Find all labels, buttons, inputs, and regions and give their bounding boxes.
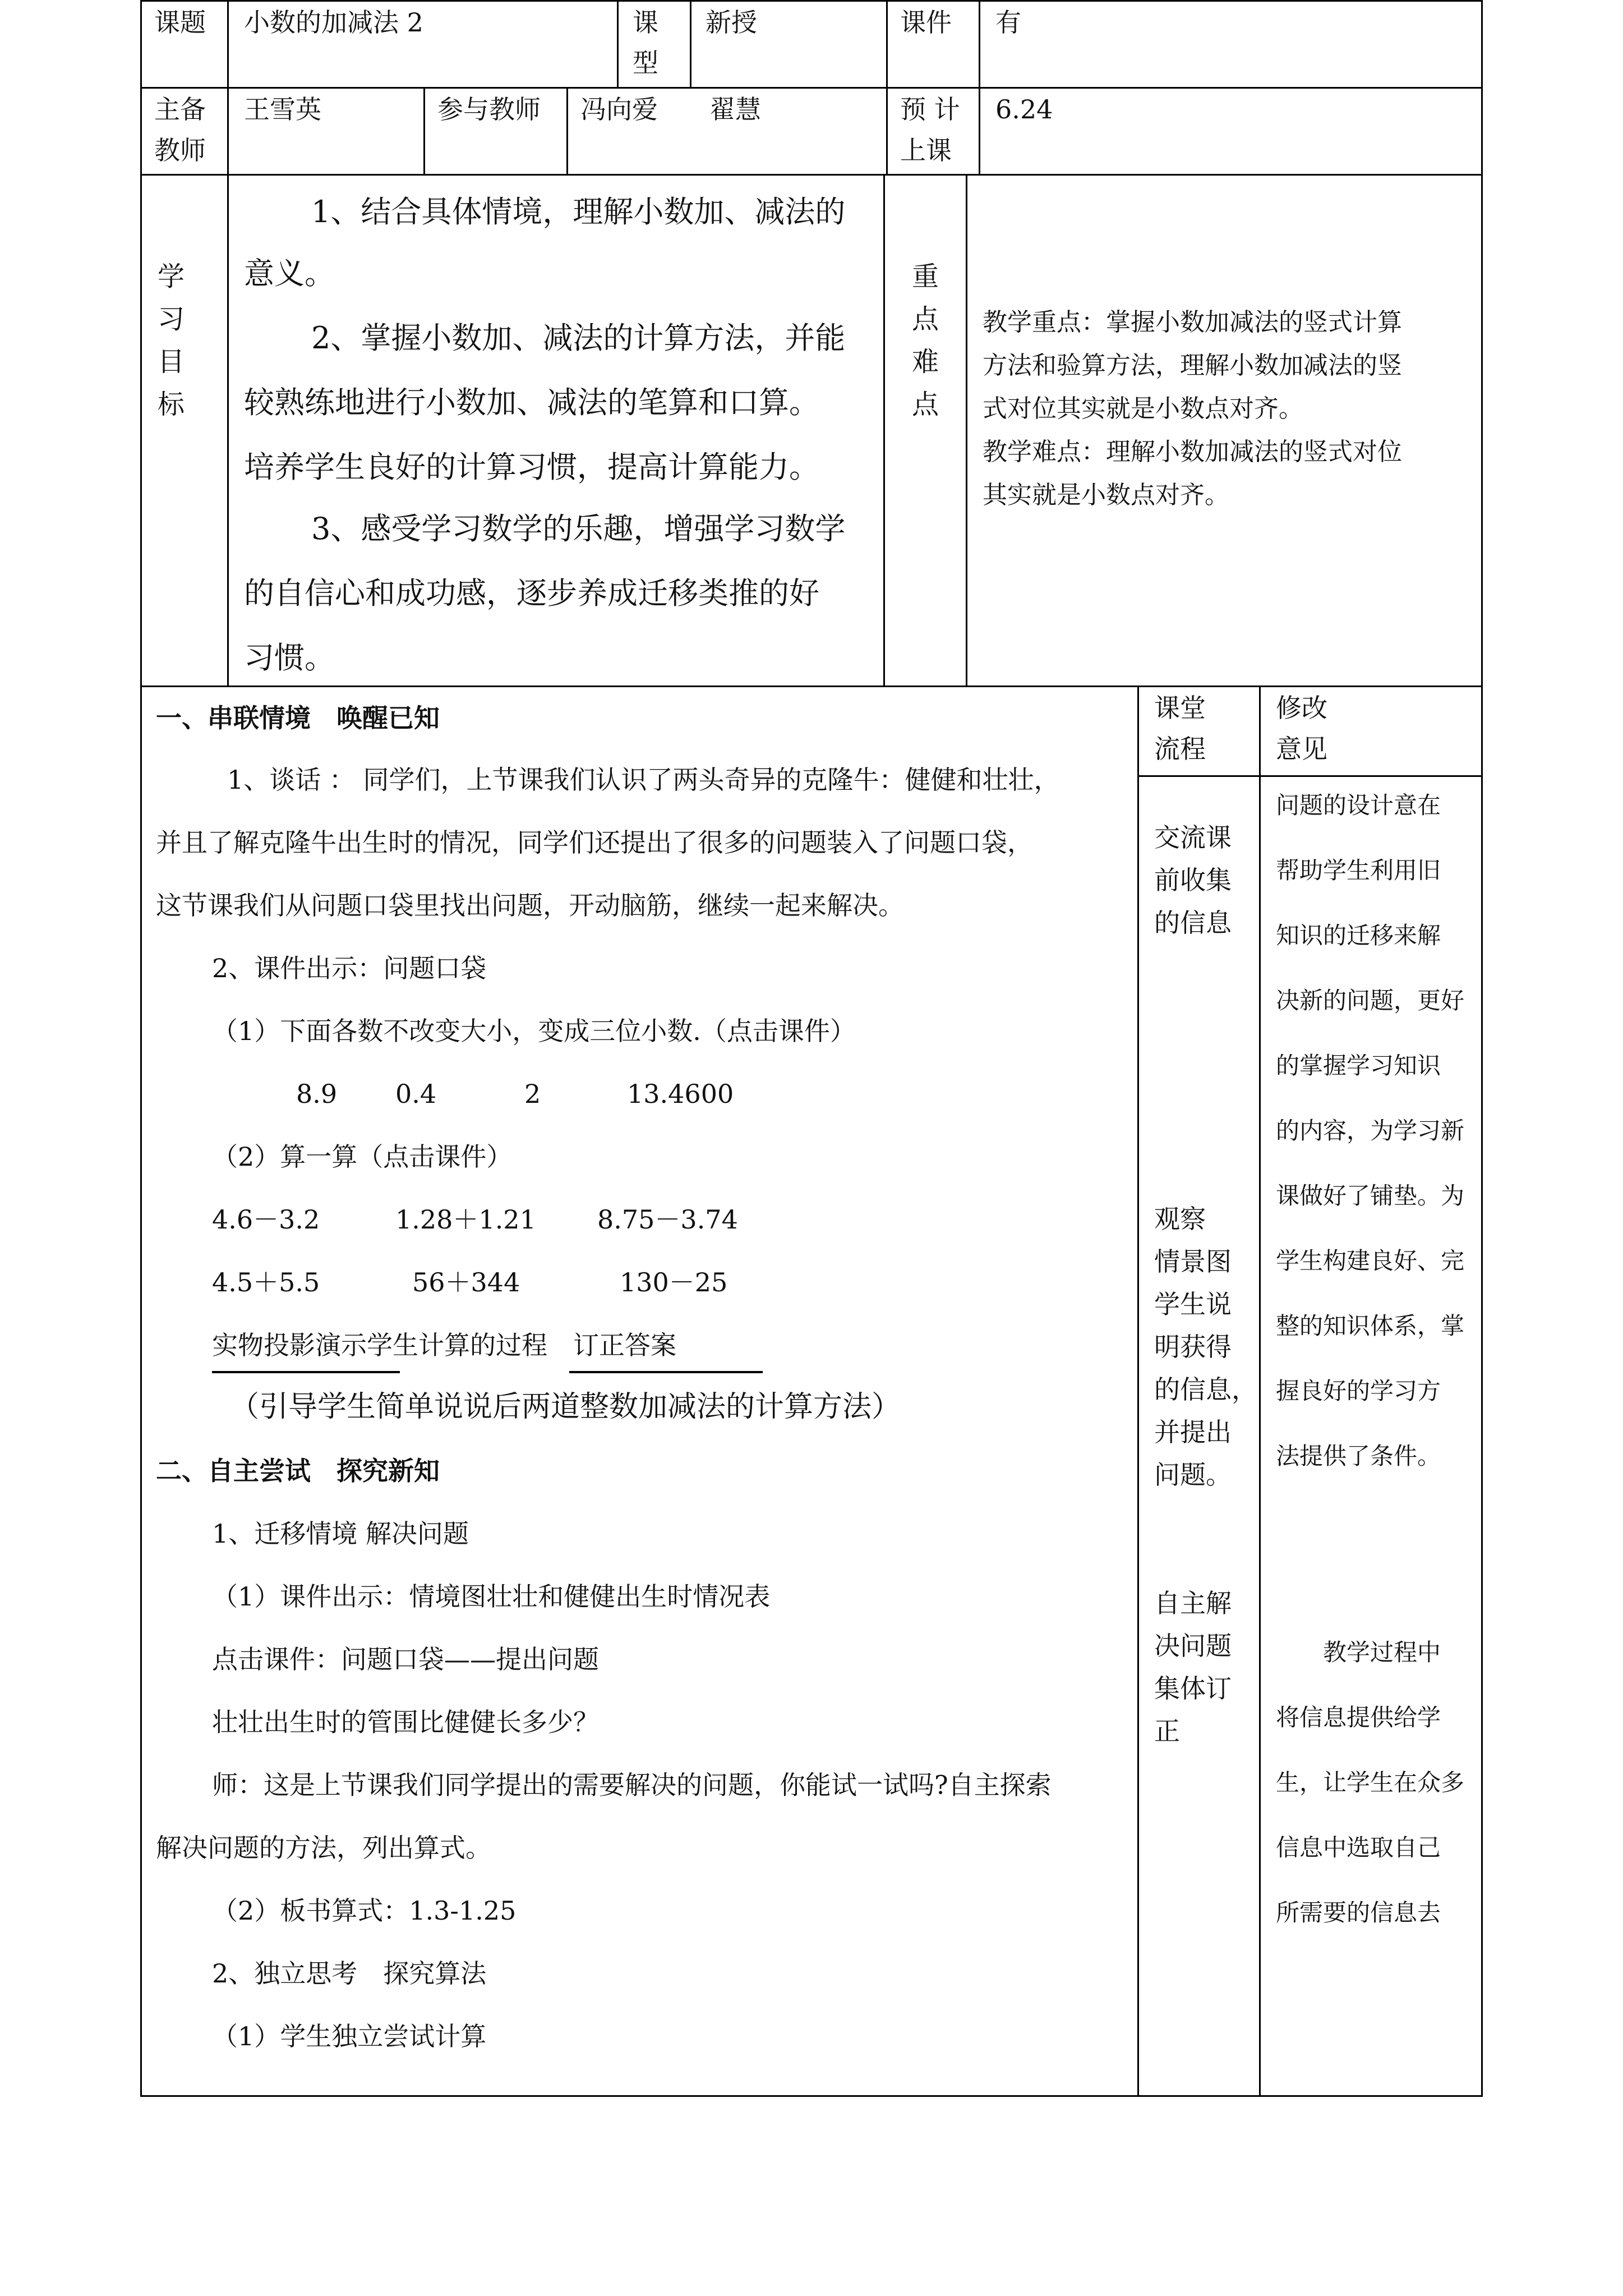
table-border-bottom xyxy=(140,2095,1483,2097)
s2-line: 解决问题的方法，列出算式。 xyxy=(156,1833,491,1863)
cell-divider xyxy=(423,87,425,174)
key-points-line: 教学难点：理解小数加减法的竖式对位 xyxy=(983,438,1402,466)
key-points-line: 式对位其实就是小数点对齐。 xyxy=(983,394,1303,423)
revise-label-2: 意见 xyxy=(1276,734,1327,764)
s2-line: 点击课件：问题口袋——提出问题 xyxy=(212,1644,599,1674)
key-points-line: 方法和验算方法，理解小数加减法的竖 xyxy=(983,351,1402,380)
underline xyxy=(569,1371,763,1373)
cell-divider xyxy=(966,174,967,685)
guide-text: （引导学生简单说说后两道整数加减法的计算方法） xyxy=(230,1390,901,1424)
underline xyxy=(212,1371,400,1373)
cell-divider xyxy=(690,0,691,87)
flow-block-3: 自主解 决问题 集体订 正 xyxy=(1154,1588,1232,1746)
row-divider-3 xyxy=(140,685,1483,687)
courseware-value: 有 xyxy=(995,7,1021,38)
calc-item: 130－25 xyxy=(620,1267,728,1297)
calc-item: 8.75－3.74 xyxy=(597,1204,738,1235)
cell-divider xyxy=(1137,685,1139,2095)
talk-line: 1、谈话 ： 同学们，上节课我们认识了两头奇异的克隆牛：健健和壮壮， xyxy=(227,765,1060,795)
row-divider-2 xyxy=(140,174,1483,176)
notes-block-1: 问题的设计意在 帮助学生利用旧 知识的迁移来解 决新的问题，更好 的掌握学习知识 的内容，为学习新 课做好了铺垫。为 学生构建良好、完 整的知识体系，掌 握良好的学习方 法提供了条件。 xyxy=(1276,792,1465,1470)
key-points-label: 重 点 难 点 xyxy=(911,261,939,420)
objective-line: 的自信心和成功感，逐步养成迁移类推的好 xyxy=(244,576,819,611)
topic-value: 小数的加减法 2 xyxy=(244,7,423,38)
s2-line: （2）板书算式：1.3-1.25 xyxy=(212,1895,517,1926)
participants-label: 参与教师 xyxy=(437,94,541,125)
s2-line: （1）学生独立尝试计算 xyxy=(212,2021,487,2051)
number-item: 13.4600 xyxy=(627,1079,734,1109)
objective-line: 培养学生良好的计算习惯，提高计算能力。 xyxy=(244,449,819,485)
cell-divider xyxy=(886,0,888,174)
s2-line: 师：这是上节课我们同学提出的需要解决的问题，你能试一试吗?自主探索 xyxy=(212,1770,1052,1800)
objective-line: 1、结合具体情境，理解小数加、减法的 xyxy=(311,194,846,229)
projection-text: 实物投影演示学生计算的过程 订正答案 xyxy=(212,1330,676,1360)
objective-line: 2、掌握小数加、减法的计算方法，并能 xyxy=(311,320,846,356)
planned-label-2: 上课 xyxy=(900,135,952,165)
lesson-type-value: 新授 xyxy=(706,7,757,38)
revise-label-1: 修改 xyxy=(1276,693,1327,723)
topic-label: 课题 xyxy=(154,7,206,38)
calc-item: 4.6－3.2 xyxy=(212,1204,320,1235)
section2-title: 二、自主尝试 探究新知 xyxy=(156,1456,440,1486)
objectives-label: 学 习 目 标 xyxy=(157,261,185,420)
participants-value: 冯向爱 翟慧 xyxy=(580,94,761,125)
cell-divider xyxy=(979,0,980,174)
number-item: 8.9 xyxy=(296,1079,338,1109)
flow-label-1: 课堂 xyxy=(1154,693,1206,723)
cell-divider xyxy=(883,174,885,685)
s2-line: 1、迁移情境 解决问题 xyxy=(212,1519,469,1549)
question-1: （1）下面各数不改变大小，变成三位小数.（点击课件） xyxy=(212,1016,856,1046)
table-border-right xyxy=(1481,0,1483,2097)
objective-line: 习惯。 xyxy=(244,640,335,675)
objective-line: 意义。 xyxy=(244,256,335,291)
s2-line: 2、独立思考 探究算法 xyxy=(212,1958,487,1989)
flow-block-1: 交流课 前收集 的信息 xyxy=(1154,822,1232,938)
talk-line: 这节课我们从问题口袋里找出问题，开动脑筋，继续一起来解决。 xyxy=(156,890,904,921)
s2-line: 壮壮出生时的管围比健健长多少？ xyxy=(212,1707,599,1737)
table-border-left xyxy=(140,0,142,2097)
notes-block-2: 教学过程中 将信息提供给学 生，让学生在众多 信息中选取自己 所需要的信息去 xyxy=(1276,1639,1465,1926)
courseware-show: 2、课件出示：问题口袋 xyxy=(212,953,487,983)
talk-line: 并且了解克隆牛出生时的情况，同学们还提出了很多的问题装入了问题口袋， xyxy=(156,827,1033,858)
lesson-type-label-1: 课 xyxy=(633,7,658,38)
objective-line: 较熟练地进行小数加、减法的笔算和口算。 xyxy=(244,385,819,420)
planned-label-1: 预 计 xyxy=(900,94,960,125)
section1-title: 一、串联情境 唤醒已知 xyxy=(156,703,440,733)
key-points-line: 教学重点：掌握小数加减法的竖式计算 xyxy=(983,308,1402,337)
cell-divider xyxy=(617,0,619,87)
question-2: （2）算一算（点击课件） xyxy=(212,1142,513,1172)
lesson-type-label-2: 型 xyxy=(633,48,658,78)
objective-line: 3、感受学习数学的乐趣，增强学习数学 xyxy=(311,511,846,546)
number-item: 2 xyxy=(524,1079,541,1109)
courseware-label: 课件 xyxy=(900,7,952,38)
cell-divider xyxy=(566,87,568,174)
table-border-top xyxy=(140,0,1483,2)
cell-divider xyxy=(1259,685,1261,2095)
key-points-line: 其实就是小数点对齐。 xyxy=(983,481,1229,509)
cell-divider xyxy=(227,0,229,685)
flow-label-2: 流程 xyxy=(1154,734,1206,764)
flow-block-2: 观察 情景图 学生说 明获得 的信息， 并提出 问题。 xyxy=(1154,1204,1257,1490)
calc-item: 56＋344 xyxy=(412,1267,520,1297)
lead-teacher-label-2: 教师 xyxy=(154,135,206,165)
s2-line: （1）课件出示：情境图壮壮和健健出生时情况表 xyxy=(212,1581,771,1612)
calc-item: 4.5＋5.5 xyxy=(212,1267,320,1297)
calc-item: 1.28＋1.21 xyxy=(395,1204,536,1235)
planned-value: 6.24 xyxy=(995,94,1053,125)
row-divider-1 xyxy=(140,87,1483,89)
lead-teacher-label-1: 主备 xyxy=(154,94,206,125)
lead-teacher-value: 王雪英 xyxy=(244,94,321,125)
number-item: 0.4 xyxy=(395,1079,437,1109)
